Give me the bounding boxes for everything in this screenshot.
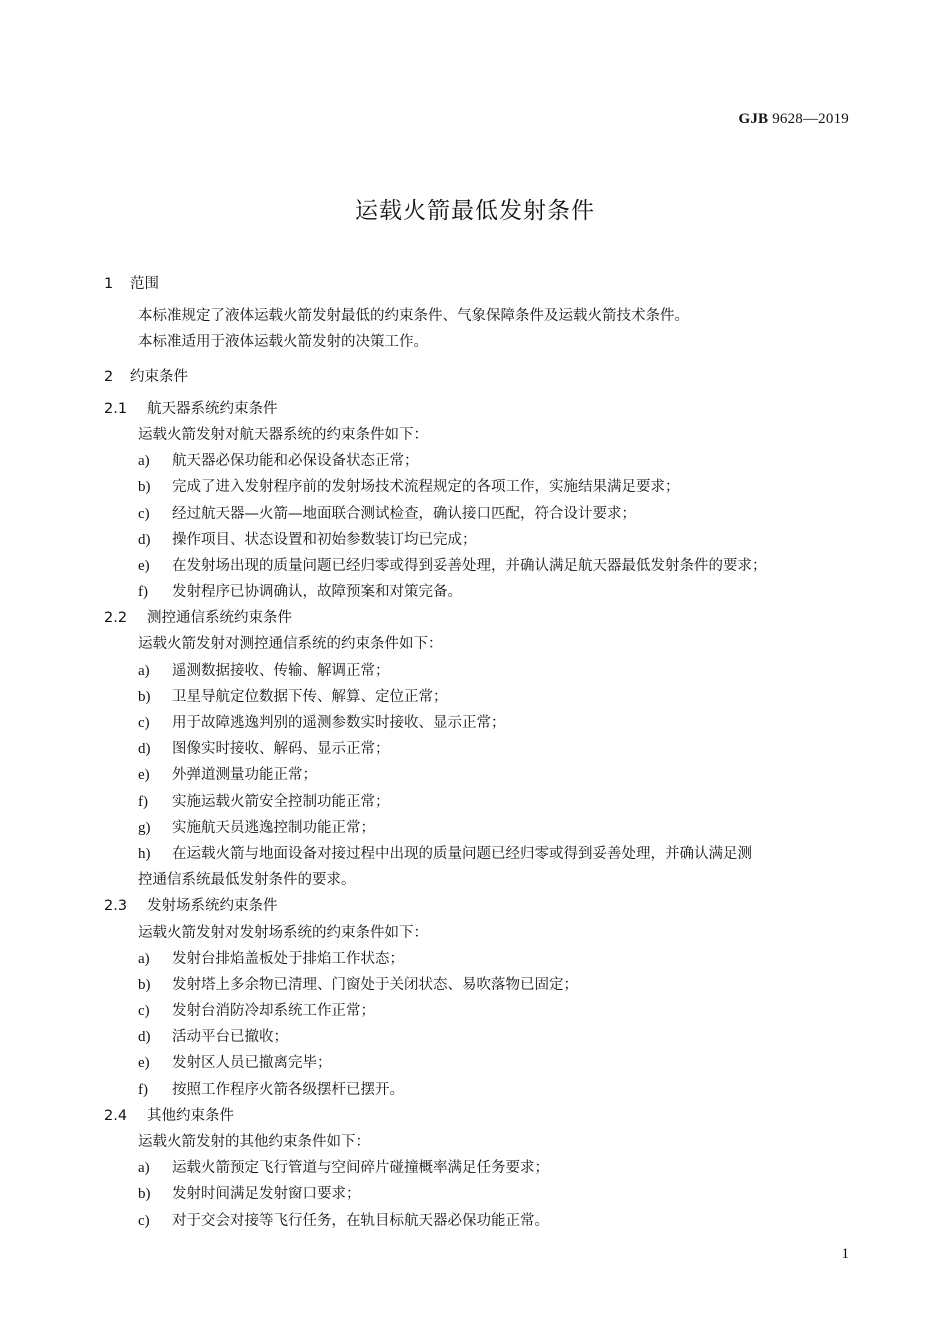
paragraph: 本标准规定了液体运载火箭发射最低的约束条件、气象保障条件及运载火箭技术条件。 (138, 308, 689, 325)
list-item: b) 发射时间满足发射窗口要求； (138, 1186, 361, 1203)
list-item: b) 卫星导航定位数据下传、解算、定位正常； (138, 688, 448, 705)
paragraph: 本标准适用于液体运载火箭发射的决策工作。 (138, 334, 428, 351)
section-heading-2-1: 2.1 航天器系统约束条件 (104, 400, 278, 417)
list-item: f) 发射程序已协调确认，故障预案和对策完备。 (138, 584, 462, 601)
list-item: g) 实施航天员逃逸控制功能正常； (138, 819, 375, 836)
list-item: d) 图像实时接收、解码、显示正常； (138, 741, 390, 758)
list-item: e) 外弹道测量功能正常； (138, 767, 317, 784)
list-item: c) 用于故障逃逸判别的遥测参数实时接收、显示正常； (138, 715, 506, 731)
list-item: c) 发射台消防冷却系统工作正常； (138, 1003, 375, 1020)
section-intro: 运载火箭发射对航天器系统的约束条件如下： (138, 426, 428, 443)
list-item: h) 在运载火箭与地面设备对接过程中出现的质量问题已经归零或得到妥善处理，并确认满足测 (138, 845, 752, 862)
section-intro: 运载火箭发射对发射场系统的约束条件如下： (138, 924, 428, 941)
document-title: 运载火箭最低发射条件 (355, 198, 595, 224)
document-body (104, 271, 864, 1234)
list-item: f) 实施运载火箭安全控制功能正常； (138, 793, 390, 810)
section-heading-2: 2 约束条件 (104, 368, 188, 385)
page-number: 1 (841, 1246, 849, 1262)
section-heading-2-2: 2.2 测控通信系统约束条件 (104, 610, 292, 627)
list-item: d) 操作项目、状态设置和初始参数装订均已完成； (138, 531, 477, 548)
list-item: d) 活动平台已撤收； (138, 1029, 288, 1046)
section-heading-2-3: 2.3 发射场系统约束条件 (104, 898, 278, 915)
list-item: b) 完成了进入发射程序前的发射场技术流程规定的各项工作，实施结果满足要求； (138, 479, 680, 496)
section-heading-2-4: 2.4 其他约束条件 (104, 1107, 234, 1124)
list-item: c) 经过航天器—火箭—地面联合测试检查，确认接口匹配，符合设计要求； (138, 505, 636, 522)
list-item-continuation: 控通信系统最低发射条件的要求。 (138, 872, 356, 889)
list-item: e) 在发射场出现的质量问题已经归零或得到妥善处理，并确认满足航天器最低发射条件的要求； (138, 557, 767, 574)
standard-code (738, 111, 849, 128)
list-item: b) 发射塔上多余物已清理、门窗处于关闭状态、易吹落物已固定； (138, 976, 578, 993)
list-item: a) 运载火箭预定飞行管道与空间碎片碰撞概率满足任务要求； (138, 1160, 549, 1177)
section-heading-1: 1 范围 (104, 276, 159, 292)
list-item: c) 对于交会对接等飞行任务，在轨目标航天器必保功能正常。 (138, 1212, 549, 1229)
list-item: a) 航天器必保功能和必保设备状态正常； (138, 453, 419, 470)
list-item: e) 发射区人员已撤离完毕； (138, 1055, 332, 1072)
standard-code-prefix: GJB (738, 111, 769, 127)
section-intro: 运载火箭发射的其他约束条件如下： (138, 1134, 370, 1150)
list-item: a) 发射台排焰盖板处于排焰工作状态； (138, 950, 404, 967)
list-item: f) 按照工作程序火箭各级摆杆已摆开。 (138, 1081, 404, 1098)
list-item: a) 遥测数据接收、传输、解调正常； (138, 662, 390, 679)
standard-code-number: 9628—2019 (772, 111, 849, 127)
section-intro: 运载火箭发射对测控通信系统的约束条件如下： (138, 636, 443, 653)
